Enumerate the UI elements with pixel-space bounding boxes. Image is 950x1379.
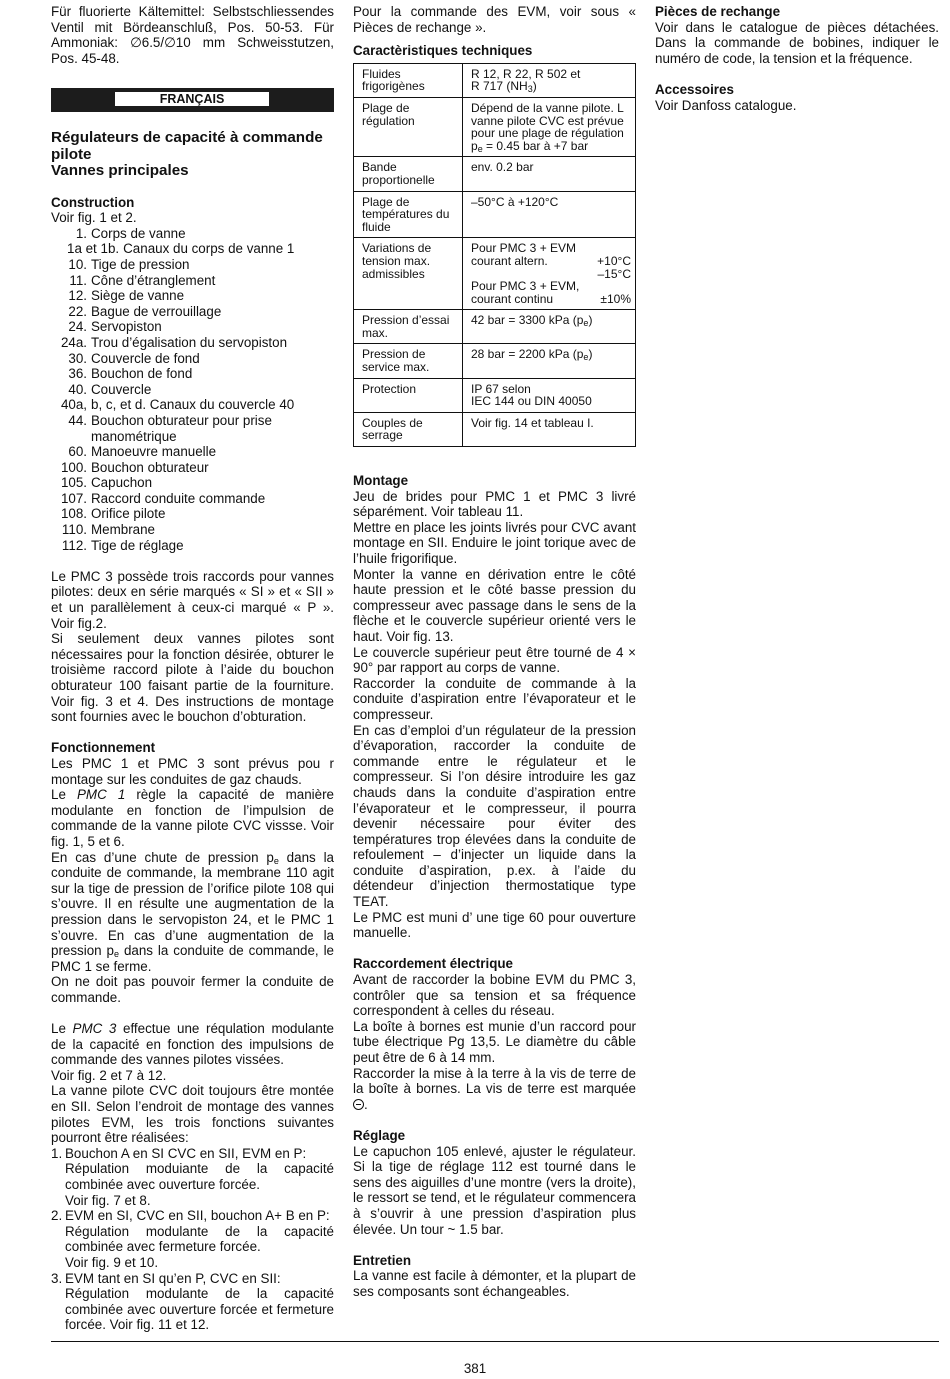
list-item — [51, 288, 334, 304]
list-item — [51, 241, 334, 257]
part-label: Tige de réglage — [91, 537, 184, 553]
footer-rule — [51, 1341, 939, 1342]
montage-paragraph: Le PMC est muni d’ une tige 60 pour ouverture manuelle. — [353, 909, 636, 941]
page-number: 381 — [463, 1361, 487, 1376]
list-item — [51, 460, 334, 476]
accessories-heading: Accessoires — [655, 81, 734, 97]
montage-heading: Montage — [353, 473, 409, 489]
part-label: Canaux du corps de vanne 1 — [123, 241, 295, 257]
table-row — [354, 238, 636, 310]
fonct-paragraph-2: Le PMC 1 règle la capacité de manière modulante en fonction de l’impulsion de commande de la vanne pilote CVC vissse. Voir fig. 1, 5 et 6. — [51, 787, 334, 849]
spec-value: env. 0.2 bar — [463, 157, 636, 191]
evm-intro-text: Pour la commande des EVM, voir sous « Pièces de rechange ». — [353, 4, 636, 35]
part-number: 40a, — [60, 397, 87, 413]
part-label: Bouchon obturateur pour prise manométrique — [91, 412, 272, 444]
part-number: 100. — [60, 459, 87, 475]
part-label: b, c, et d. Canaux du couvercle 40 — [91, 397, 295, 413]
list-item — [51, 273, 334, 289]
spec-key: Couples de serrage — [354, 412, 463, 446]
part-label: Couvercle de fond — [91, 350, 200, 366]
list-item — [51, 304, 334, 320]
list-item — [51, 506, 334, 522]
part-label: Servopiston — [91, 319, 162, 335]
part-number: 60. — [68, 444, 87, 460]
list-item — [51, 366, 334, 382]
title-line: Régulateurs de capacité à commande pilote — [51, 129, 323, 163]
function-number: 3. — [51, 1270, 63, 1286]
elec-paragraph: Raccorder la mise à la terre à la vis de terre de la boîte à bornes. La vis de terre est marquée . — [353, 1065, 636, 1112]
part-number: 12. — [68, 288, 87, 304]
part-number: 1. — [75, 225, 87, 241]
part-number: 36. — [68, 366, 87, 382]
spec-key: Variations de tension max. admissibles — [354, 238, 463, 310]
part-number: 105. — [60, 475, 87, 491]
spec-value: R 12, R 22, R 502 et R 717 $(NH_3)$ — [463, 63, 636, 97]
function-line1: EVM tant en SI qu’en P, CVC en SII: — [65, 1270, 281, 1286]
function-line2: Répulation moduiante de la capacité combinée avec ouverture forcée. — [65, 1161, 334, 1192]
spec-value: 28 bar = 2200 kPa $(p_e)$ — [463, 344, 636, 378]
spec-value: Pour PMC 3 + EVM courant altern. +10°C –15°C Pour PMC 3 + EVM, courant continu ±10% — [463, 238, 636, 310]
table-row — [354, 310, 636, 344]
function-number: 1. — [51, 1145, 63, 1161]
part-number: 112. — [61, 537, 87, 553]
list-item — [51, 413, 334, 444]
fonctionnement-heading: Fonctionnement — [51, 740, 156, 756]
part-label: Siège de vanne — [91, 288, 185, 304]
list-item — [51, 382, 334, 398]
function-number: 2. — [51, 1208, 63, 1224]
part-label: Bouchon de fond — [91, 366, 193, 382]
table-row — [354, 63, 636, 97]
part-number: 1a et 1b. — [67, 241, 120, 257]
german-intro-text: Für fluorierte Kältemittel: Selbstschliessendes Ventil mit Bördeanschluß, Pos. 50-53. Für Ammoniak: ∅6.5/∅10 mm Schweisstutzen, Pos. 45-48. — [51, 4, 334, 66]
part-label: Orifice pilote — [91, 506, 166, 522]
montage-paragraph: Monter la vanne en dérivation entre le côté haute pression et le côté basse pression du compresseur avec passage dans le sens de la flèche et le couvercle supérieur orienté vers le haut. Voir fig. 13. — [353, 566, 636, 644]
part-label: Capuchon — [91, 475, 153, 491]
spec-table — [353, 63, 636, 447]
part-number: 10. — [68, 256, 87, 272]
function-line2: Régulation modulante de la capacité combinée avec fermeture forcée. — [65, 1223, 334, 1255]
part-number: 107. — [60, 490, 87, 506]
spec-value: Dépend de la vanne pilote. L vanne pilote CVC est prévue pour une plage de régulation $p_e = 0.45$ bar à +7 bar — [463, 97, 636, 156]
list-item — [51, 397, 334, 413]
construction-heading: Construction — [51, 194, 135, 210]
spares-paragraph: Voir dans le catalogue de pièces détachées. Dans la commande de bobines, indiquer le numéro de code, la tension et la fréquence. — [655, 19, 939, 66]
list-item — [51, 444, 334, 460]
part-number: 11. — [69, 272, 87, 288]
table-row — [354, 412, 636, 446]
function-line1: EVM en SI, CVC en SII, bouchon A+ B en P: — [65, 1208, 330, 1224]
function-line1: Bouchon A en SI CVC en SII, EVM en P: — [65, 1145, 307, 1161]
list-item — [51, 257, 334, 273]
page-title — [51, 130, 334, 179]
language-label: FRANÇAIS — [115, 92, 269, 106]
list-item — [51, 319, 334, 335]
parts-list — [51, 226, 334, 553]
spec-key: Plage de températures du fluide — [354, 191, 463, 238]
construction-ref: Voir fig. 1 et 2. — [51, 210, 137, 226]
pmc3-paragraph-2: Si seulement deux vannes pilotes sont nécessaires pour la fonction désirée, obturer le troisième raccord pilote à l’aide du bouchon obturateur 100 faisant partie de la fourniture. Voir fig. 3 et 4. Des instructions de montage sont fournies avec le bouchon d’obturation. — [51, 631, 334, 725]
elec-paragraph: La boîte à bornes est munie d’un raccord pour tube électrique Pg 13,5. Le diamètre du câble peut être de 6 à 14 mm. — [353, 1018, 636, 1065]
list-item — [51, 1271, 334, 1333]
entretien-paragraph: La vanne est facile à démonter, et la plupart de ses composants sont échangeables. — [353, 1268, 636, 1299]
fonct-paragraph-3: En cas d’une chute de pression $p_e$ dans la conduite de commande, la membrane 110 agit sur la tige de pression de l’orifice pilote 108 qui s’ouvre. Il en résulte une augmentation de la pression dans le servopiston 24, et le PMC 1 s’ouvre. En cas d’une augmentation de la pression $p_e$ dans la conduite de commande, le PMC 1 se ferme. — [51, 849, 334, 974]
elec-paragraph: Avant de raccorder la bobine EVM du PMC 3, contrôler que sa tension et sa fréquence correspondent à celles du réseau. — [353, 972, 636, 1019]
language-banner — [51, 88, 334, 112]
part-number: 22. — [68, 303, 87, 319]
table-row — [354, 344, 636, 378]
part-label: Trou d’égalisation du servopiston — [91, 334, 288, 350]
accessories-paragraph: Voir Danfoss catalogue. — [655, 97, 797, 113]
spec-key: Plage de régulation — [354, 97, 463, 156]
list-item — [51, 491, 334, 507]
spec-value: IP 67 selon IEC 144 ou DIN 40050 — [463, 378, 636, 412]
spec-value: Voir fig. 14 et tableau I. — [463, 412, 636, 446]
montage-paragraph: Le couvercle supérieur peut être tourné de 4 × 90° par rapport au corps de vanne. — [353, 644, 636, 676]
list-item — [51, 226, 334, 242]
spec-key: Pression de service max. — [354, 344, 463, 378]
pmc3-function-ref: Voir fig. 2 et 7 à 12. — [51, 1067, 167, 1083]
functions-list — [51, 1146, 334, 1333]
part-number: 40. — [68, 381, 87, 397]
part-label: Raccord conduite commande — [91, 490, 266, 506]
spec-value: –50°C à +120°C — [463, 191, 636, 238]
part-label: Bouchon obturateur — [91, 459, 209, 475]
column-right — [655, 4, 939, 113]
function-line2: Régulation modulante de la capacité combinée avec ouverture forcée et fermeture forcée. Voir fig. 11 et 12. — [65, 1286, 334, 1333]
spec-key: Bande proportionelle — [354, 157, 463, 191]
table-row — [354, 378, 636, 412]
earth-icon — [353, 1099, 364, 1110]
table-row — [354, 157, 636, 191]
list-item — [51, 1146, 334, 1208]
part-number: 108. — [60, 506, 87, 522]
montage-paragraph: Mettre en place les joints livrés pour CVC avant montage en SII. Enduire le joint torique avec de l’huile frigorifique. — [353, 519, 636, 566]
pmc3-function-paragraph: Le PMC 3 effectue une réqulation modulante de la capacité en fonction des impulsions de commande des vannes pilotes vissées. — [51, 1021, 334, 1068]
column-middle — [353, 4, 636, 1300]
part-label: Tige de pression — [91, 256, 190, 272]
list-item — [51, 335, 334, 351]
list-item — [51, 1208, 334, 1270]
spec-key: Pression d’essai max. — [354, 310, 463, 344]
part-label: Manoeuvre manuelle — [91, 444, 217, 460]
reglage-paragraph: Le capuchon 105 enlevé, ajuster le régulateur. Si la tige de réglage 112 est tourné dans le sens des aiguilles d’une montre (vers la droite), le ressort se tend, et le régulateur commencera à s’ouvrir à une pression d’aspiration plus élevée. Un tour ~ 1.5 bar. — [353, 1143, 636, 1237]
montage-paragraph: En cas d’emploi d’un régulateur de la pression d’évaporation, raccorder la conduite de commande entre le régulateur et le compresseur. Si l’on désire introduire les gaz chauds dans la conduite d’aspiration entre l’évaporateur et le compresseur, il pourra devenir nécessaire pour éviter des températures trop élevées dans la conduite de refoulement – d’injecter un liquide dans la conduite d’aspiration, p.ex. à l’aide du détendeur d’injection thermostatique type TEAT. — [353, 722, 636, 910]
spec-value: 42 bar = 3300 kPa $(p_e)$ — [463, 310, 636, 344]
elec-heading: Raccordement électrique — [353, 956, 514, 972]
part-number: 110. — [61, 522, 87, 538]
list-item — [51, 351, 334, 367]
fonct-paragraph-1: Les PMC 1 et PMC 3 sont prévus pou r montage sur les conduites de gaz chauds. — [51, 755, 334, 787]
part-label: Corps de vanne — [91, 225, 186, 241]
part-number: 30. — [68, 350, 87, 366]
montage-paragraph: Raccorder la conduite de commande à la conduite d’aspiration entre l’évaporateur et le compresseur. — [353, 675, 636, 722]
fonct-paragraph-4: On ne doit pas pouvoir fermer la conduite de commande. — [51, 974, 334, 1005]
pmc3-paragraph-1: Le PMC 3 possède trois raccords pour vannes pilotes: deux en série marqués « SI » et « SII » et un parallèlement à ceux-ci marqué « P ». Voir fig.2. — [51, 568, 334, 631]
function-line3: Voir fig. 7 et 8. — [65, 1192, 151, 1208]
part-number: 24a. — [60, 334, 87, 350]
spec-key: Protection — [354, 378, 463, 412]
function-line3: Voir fig. 9 et 10. — [65, 1254, 159, 1270]
reglage-heading: Réglage — [353, 1127, 406, 1143]
list-item — [51, 538, 334, 554]
subtitle-line: Vannes principales — [51, 162, 189, 180]
table-row — [354, 191, 636, 238]
part-number: 24. — [68, 319, 87, 335]
entretien-heading: Entretien — [353, 1252, 412, 1268]
part-label: Cône d’étranglement — [91, 272, 216, 288]
spec-key: Fluides frigorigènes — [354, 63, 463, 97]
column-left — [51, 4, 334, 1333]
montage-paragraph: Jeu de brides pour PMC 1 et PMC 3 livré séparément. Voir tableau 11. — [353, 488, 636, 520]
spares-heading: Pièces de rechange — [655, 4, 781, 19]
list-item — [51, 522, 334, 538]
pmc3-function-paragraph-2: La vanne pilote CVC doit toujours être montée en SII. Selon l’endroit de montage des vannes pilotes EVM, les trois fonctions suivantes pourront être réalisées: — [51, 1083, 334, 1146]
tech-heading: Caractèristiques techniques — [353, 43, 533, 59]
part-label: Membrane — [91, 522, 156, 538]
part-label: Couvercle — [91, 381, 152, 397]
part-number: 44. — [68, 412, 87, 428]
list-item — [51, 475, 334, 491]
table-row — [354, 97, 636, 156]
part-label: Bague de verrouillage — [91, 303, 222, 319]
